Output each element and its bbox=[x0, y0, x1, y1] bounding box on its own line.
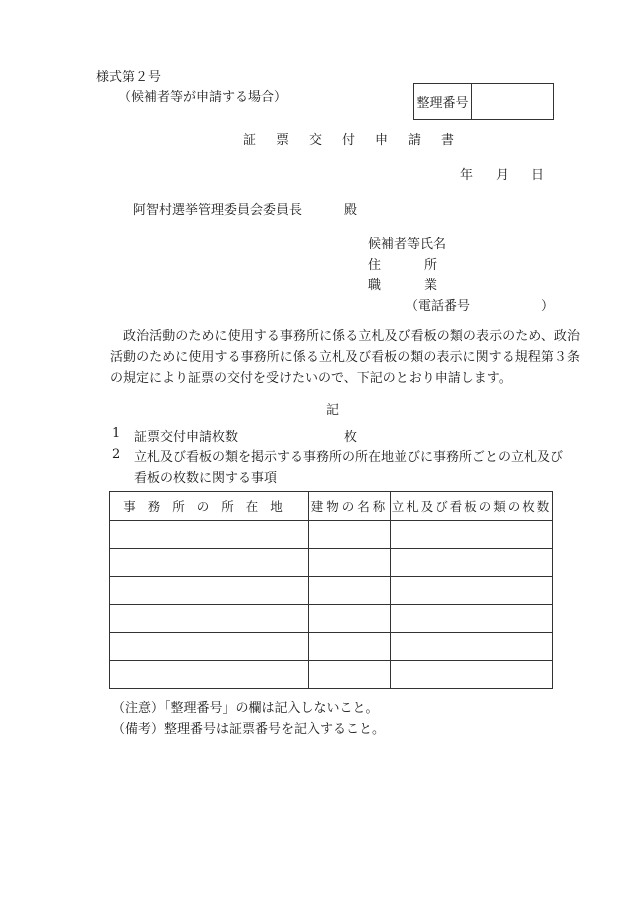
addressee-honorific: 殿 bbox=[344, 203, 358, 218]
applicant-occupation-label-2: 業 bbox=[424, 278, 438, 293]
header-office-location: 事務所の所在地 bbox=[110, 492, 309, 521]
office-location-cell[interactable] bbox=[110, 549, 309, 577]
office-location-cell[interactable] bbox=[110, 633, 309, 661]
item-1-unit: 枚 bbox=[344, 430, 358, 445]
signboard-count-cell[interactable] bbox=[391, 521, 553, 549]
office-location-cell[interactable] bbox=[110, 577, 309, 605]
office-location-cell[interactable] bbox=[110, 521, 309, 549]
building-name-cell[interactable] bbox=[309, 577, 391, 605]
item-1-number: 1 bbox=[112, 426, 121, 441]
reference-number-label: 整理番号 bbox=[414, 84, 472, 119]
signboard-count-cell[interactable] bbox=[391, 577, 553, 605]
header-building-name: 建物の名称 bbox=[309, 492, 391, 521]
building-name-cell[interactable] bbox=[309, 605, 391, 633]
building-name-cell[interactable] bbox=[309, 661, 391, 689]
addressee-name: 阿智村選挙管理委員会委員長 bbox=[133, 203, 303, 218]
form-subtitle: （候補者等が申請する場合） bbox=[118, 90, 288, 105]
signboard-count-cell[interactable] bbox=[391, 549, 553, 577]
section-heading-ki: 記 bbox=[326, 403, 340, 418]
page-title: 証票交付申請書 bbox=[243, 133, 475, 148]
applicant-address-label-2: 所 bbox=[424, 258, 438, 273]
item-1-text: 証票交付申請枚数 bbox=[134, 430, 239, 445]
note-caution: （注意）「整理番号」の欄は記入しないこと。 bbox=[112, 701, 379, 716]
reference-number-box bbox=[413, 83, 554, 120]
table-row bbox=[110, 633, 553, 661]
building-name-cell[interactable] bbox=[309, 521, 391, 549]
date-day-label: 日 bbox=[531, 168, 545, 183]
table-row bbox=[110, 577, 553, 605]
applicant-phone-close: ） bbox=[541, 299, 555, 314]
item-2-number: 2 bbox=[112, 447, 121, 462]
applicant-occupation-label-1: 職 bbox=[368, 278, 382, 293]
table-row bbox=[110, 549, 553, 577]
header-signboard-count: 立札及び看板の類の枚数 bbox=[391, 492, 553, 521]
reference-number-field[interactable] bbox=[472, 84, 553, 119]
building-name-cell[interactable] bbox=[309, 549, 391, 577]
signboard-count-cell[interactable] bbox=[391, 661, 553, 689]
office-signboard-table bbox=[109, 491, 553, 689]
office-location-cell[interactable] bbox=[110, 605, 309, 633]
applicant-phone-label: （電話番号 bbox=[405, 299, 471, 314]
building-name-cell[interactable] bbox=[309, 633, 391, 661]
signboard-count-cell[interactable] bbox=[391, 633, 553, 661]
form-number: 様式第２号 bbox=[96, 70, 162, 85]
applicant-name-label: 候補者等氏名 bbox=[368, 237, 447, 252]
date-month-label: 月 bbox=[496, 168, 510, 183]
note-remarks: （備考）整理番号は証票番号を記入すること。 bbox=[112, 722, 386, 737]
office-location-cell[interactable] bbox=[110, 661, 309, 689]
table-row bbox=[110, 521, 553, 549]
date-year-label: 年 bbox=[460, 168, 474, 183]
applicant-address-label-1: 住 bbox=[368, 258, 382, 273]
table-row bbox=[110, 605, 553, 633]
table-header-row bbox=[110, 492, 553, 521]
signboard-count-cell[interactable] bbox=[391, 605, 553, 633]
application-body-text: 政治活動のために使用する事務所に係る立札及び看板の類の表示のため、政治活動のために使用する事務所に係る立札及び看板の類の表示に関する規程第３条の規定により証票の交付を受けたいので、下記のとおり申請します。 bbox=[110, 329, 580, 386]
table-row bbox=[110, 661, 553, 689]
item-2-text: 立札及び看板の類を掲示する事務所の所在地並びに事務所ごとの立札及び看板の枚数に関する事項 bbox=[134, 450, 564, 486]
